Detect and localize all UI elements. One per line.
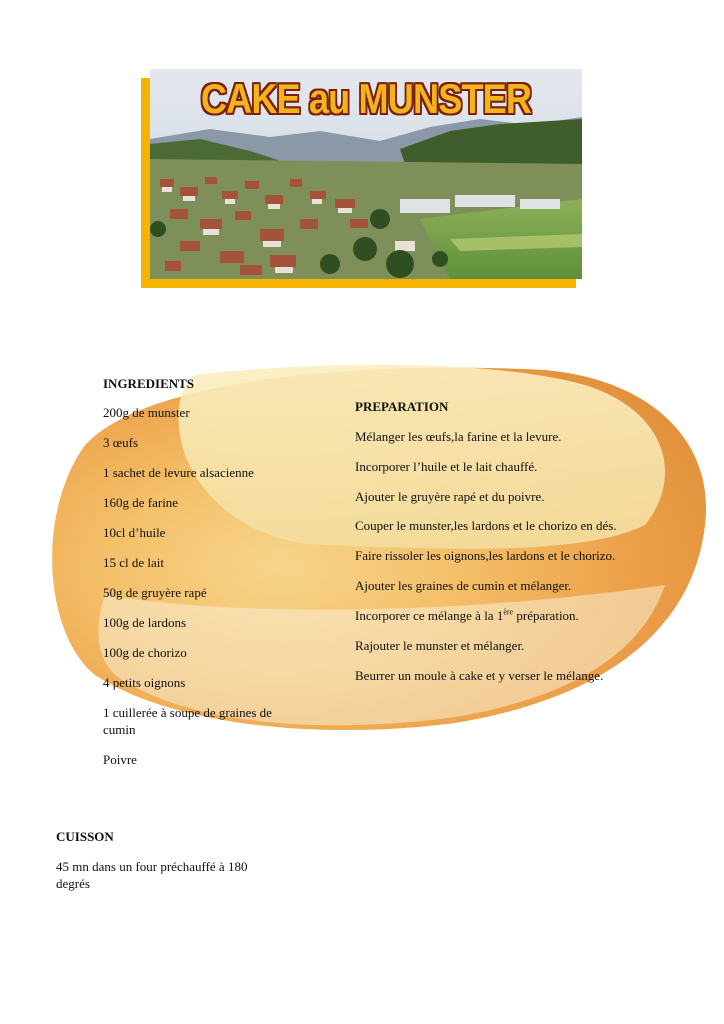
ingredient-item: cumin	[103, 722, 136, 737]
banner-title: CAKE au MUNSTER	[200, 75, 532, 122]
ingredient-item: 1 cuillerée à soupe de graines de	[103, 705, 272, 720]
ordinal-suffix: ère	[503, 607, 514, 617]
ingredient-item: 100g de chorizo	[103, 645, 187, 660]
preparation-step: Incorporer l’huile et le lait chauffé.	[355, 459, 538, 474]
preparation-step-text: préparation.	[513, 608, 579, 623]
ingredient-item: 10cl d’huile	[103, 525, 166, 540]
preparation-step: Ajouter le gruyère rapé et du poivre.	[355, 489, 545, 504]
ingredient-item: 160g de farine	[103, 495, 179, 510]
ingredient-item: 100g de lardons	[103, 615, 187, 630]
preparation-step: Beurrer un moule à cake et y verser le mélange.	[355, 668, 604, 683]
ingredient-item: 3 œufs	[103, 435, 139, 450]
preparation-step-text: Incorporer ce mélange à la 1	[355, 608, 504, 623]
ingredient-item: Poivre	[103, 752, 137, 767]
ingredient-item: 4 petits oignons	[103, 675, 186, 690]
cuisson-text: 45 mn dans un four préchauffé à 180	[56, 859, 248, 874]
preparation-step: Couper le munster,les lardons et le chorizo en dés.	[355, 518, 617, 533]
preparation-step: Ajouter les graines de cumin et mélanger.	[355, 578, 572, 593]
cuisson-heading: CUISSON	[56, 829, 114, 844]
preparation-step: Rajouter le munster et mélanger.	[355, 638, 525, 653]
preparation-step	[355, 608, 579, 624]
preparation-step: Faire rissoler les oignons,les lardons et le chorizo.	[355, 548, 616, 563]
ingredient-item: 200g de munster	[103, 405, 190, 420]
ingredients-heading: INGREDIENTS	[103, 376, 195, 391]
preparation-heading: PREPARATION	[355, 399, 449, 414]
banner-image	[150, 69, 582, 279]
ingredient-item: 50g de gruyère rapé	[103, 585, 207, 600]
ingredient-item: 15 cl de lait	[103, 555, 165, 570]
cuisson-text: degrés	[56, 876, 90, 891]
ingredient-item: 1 sachet de levure alsacienne	[103, 465, 254, 480]
preparation-step: Mélanger les œufs,la farine et la levure.	[355, 429, 562, 444]
